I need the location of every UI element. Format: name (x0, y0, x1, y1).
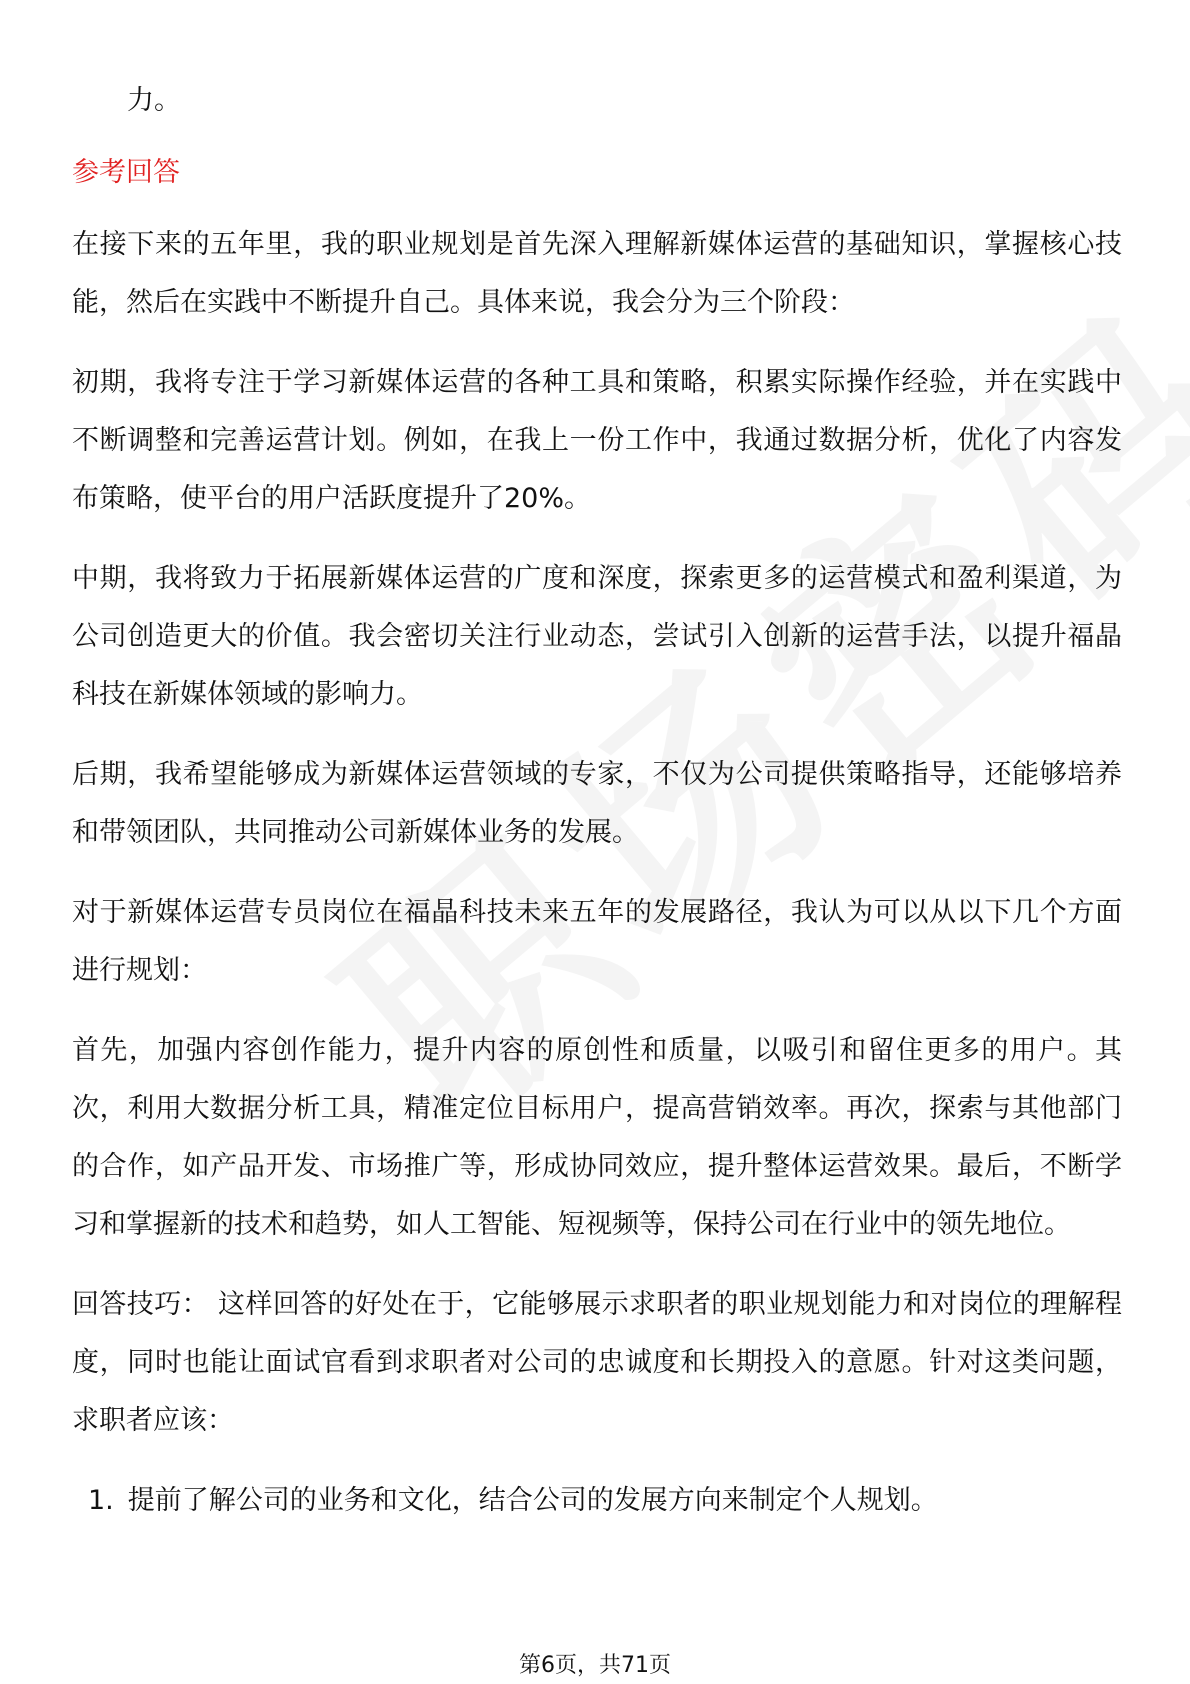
continuation-text: 力。 (127, 85, 181, 116)
paragraph-early-stage: 初期，我将专注于学习新媒体运营的各种工具和策略，积累实际操作经验，并在实践中不断调整和完善运营计划。例如，在我上一份工作中，我通过数据分析，优化了内容发布策略，使平台的用户活跃度提升了20%。 (72, 367, 1122, 514)
list-item-text: 提前了解公司的业务和文化，结合公司的发展方向来制定个人规划。 (127, 1485, 938, 1516)
tips-list (72, 1472, 1122, 1530)
paragraph-late-stage: 后期，我希望能够成为新媒体运营领域的专家，不仅为公司提供策略指导，还能够培养和带领团队，共同推动公司新媒体业务的发展。 (72, 759, 1122, 848)
paragraph-development-path: 对于新媒体运营专员岗位在福晶科技未来五年的发展路径，我认为可以从以下几个方面进行规划： (72, 897, 1122, 986)
list-item-number: 1. (88, 1485, 114, 1516)
page-footer: 第6页，共71页 (519, 1653, 671, 1678)
list-item (72, 1472, 1122, 1530)
page-content (72, 72, 1122, 1530)
reference-answer-heading: 参考回答 (72, 157, 180, 188)
paragraph-plan-details: 首先，加强内容创作能力，提升内容的原创性和质量，以吸引和留住更多的用户。其次，利用大数据分析工具，精准定位目标用户，提高营销效率。再次，探索与其他部门的合作，如产品开发、市场推广等，形成协同效应，提升整体运营效果。最后，不断学习和掌握新的技术和趋势，如人工智能、短视频等，保持公司在行业中的领先地位。 (72, 1035, 1122, 1240)
paragraph-intro: 在接下来的五年里，我的职业规划是首先深入理解新媒体运营的基础知识，掌握核心技能，然后在实践中不断提升自己。具体来说，我会分为三个阶段： (72, 229, 1122, 318)
paragraph-mid-stage: 中期，我将致力于拓展新媒体运营的广度和深度，探索更多的运营模式和盈利渠道，为公司创造更大的价值。我会密切关注行业动态，尝试引入创新的运营手法，以提升福晶科技在新媒体领域的影响力。 (72, 563, 1122, 710)
paragraph-answer-tips: 回答技巧： 这样回答的好处在于，它能够展示求职者的职业规划能力和对岗位的理解程度，同时也能让面试官看到求职者对公司的忠诚度和长期投入的意愿。针对这类问题，求职者应该： (72, 1289, 1122, 1436)
